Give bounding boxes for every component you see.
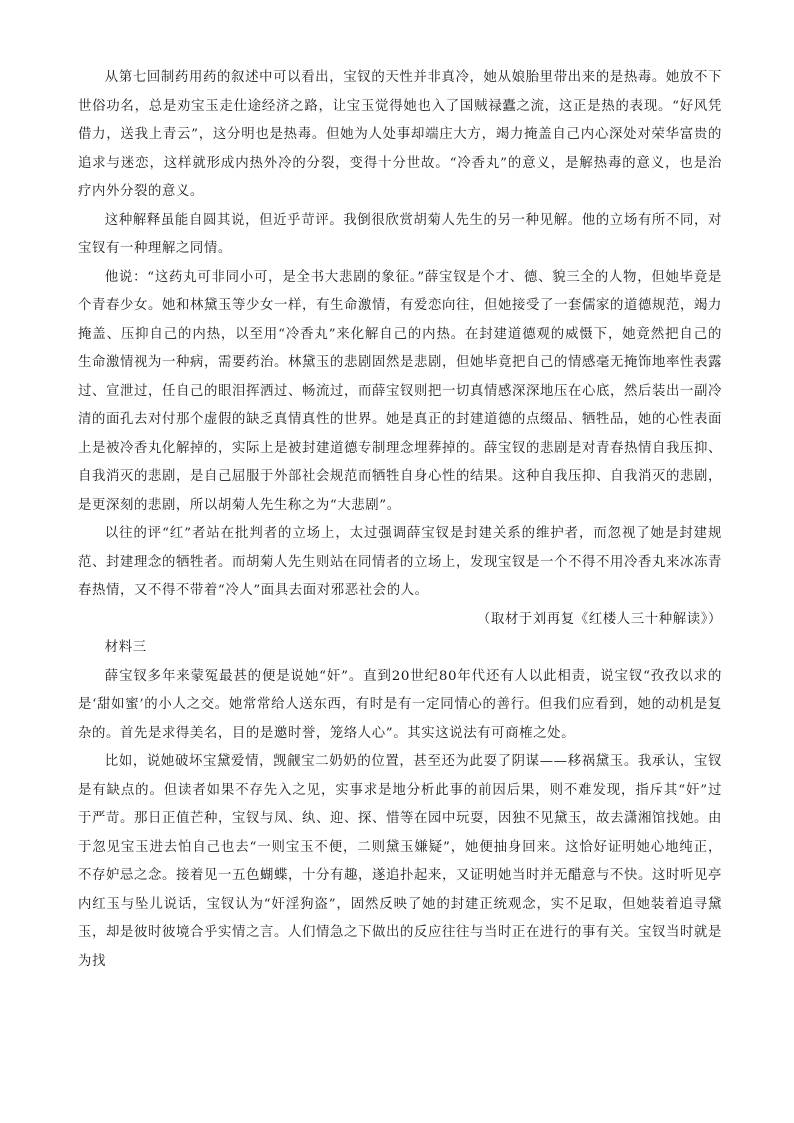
paragraph-1: 从第七回制药用药的叙述中可以看出，宝钗的天性并非真冷，她从娘胎里带出来的是热毒。她放不下世俗功名，总是劝宝玉走仕途经济之路，让宝玉觉得她也入了国贼禄蠹之流，这正是热的表现。“好风凭借力，送我上青云”，这分明也是热毒。但她为人处事却端庄大方，竭力掩盖自己内心深处对荣华富贵的追求与迷恋，这样就形成内热外冷的分裂，变得十分世故。“冷香丸”的意义，是解热毒的意义，也是治疗内外分裂的意义。: [78, 70, 722, 199]
paragraph-5: 薛宝钗多年来蒙冤最甚的便是说她“奸”。直到20世纪80年代还有人以此相责，说宝钗“孜孜以求的是‘甜如蜜’的小人之交。她常常给人送东西，有时是有一定同情心的善行。但我们应看到，她的动机是复杂的。首先是求得美名，目的是邀时誉，笼络人心”。其实这说法有可商榷之处。: [78, 668, 722, 741]
section-label: 材料三: [104, 640, 147, 655]
source-citation: （取材于刘再复《红楼人三十种解读》）: [476, 611, 722, 627]
paragraph-2: 这种解释虽能自圆其说，但近乎苛评。我倒很欣赏胡菊人先生的另一种见解。他的立场有所不同，对宝钗有一种理解之同情。: [78, 212, 722, 256]
paragraph-3: 他说：“这药丸可非同小可，是全书大悲剧的象征。”薛宝钗是个才、德、貌三全的人物，但她毕竟是个青春少女。她和林黛玉等少女一样，有生命激情，有爱恋向往，但她接受了一套儒家的道德规范，竭力掩盖、压抑自己的内热，以至用“冷香丸”来化解自己的内热。在封建道德观的威慑下，她竟然把自己的生命激情视为一种病，需要药治。林黛玉的悲剧固然是悲剧，但她毕竟把自己的情感毫无掩饰地率性表露过、宣泄过，任自己的眼泪挥洒过、畅流过，而薛宝钗则把一切真情感深深地压在心底，然后装出一副冷清的面孔去对付那个虚假的缺乏真情真性的世界。她是真正的封建道德的点缀品、牺牲品，她的心性表面上是被冷香丸化解掉的，实际上是被封建道德专制理念埋葬掉的。薛宝钗的悲剧是对青春热情自我压抑、自我消灭的悲剧，是自己屈服于外部社会规范而牺牲自身心性的结果。这种自我压抑、自我消灭的悲剧，是更深刻的悲剧，所以胡菊人先生称之为“大悲剧”。: [78, 269, 722, 513]
paragraph-4: 以往的评“红”者站在批判者的立场上，太过强调薛宝钗是封建关系的维护者，而忽视了她是封建规范、封建理念的牺牲者。而胡菊人先生则站在同情者的立场上，发现宝钗是一个不得不用冷香丸来冰冻青春热情，又不得不带着“冷人”面具去面对邪恶社会的人。: [78, 526, 722, 598]
paragraph-6: 比如，说她破坏宝黛爱情，觊觎宝二奶奶的位置，甚至还为此耍了阴谋——移祸黛玉。我承认，宝钗是有缺点的。但读者如果不存先入之见，实事求是地分析此事的前因后果，则不难发现，指斥其“奸”过于严苛。那日正值芒种，宝钗与凤、纨、迎、探、惜等在园中玩耍，因独不见黛玉，故去潇湘馆找她。由于忽见宝玉进去怕自己也去“一则宝玉不便，二则黛玉嫌疑”，她便抽身回来。这恰好证明她心地纯正，不存妒忌之念。接着见一五色蝴蝶，十分有趣，遂追扑起来，又证明她当时并无醋意与不快。这时听见亭内红玉与坠儿说话，宝钗认为“奸淫狗盗”，固然反映了她的封建正统观念，实不足取，但她装着追寻黛玉，却是彼时彼境合乎实情之言。人们情急之下做出的反应往往与当时正在进行的事有关。宝钗当时就是为找: [78, 754, 722, 969]
